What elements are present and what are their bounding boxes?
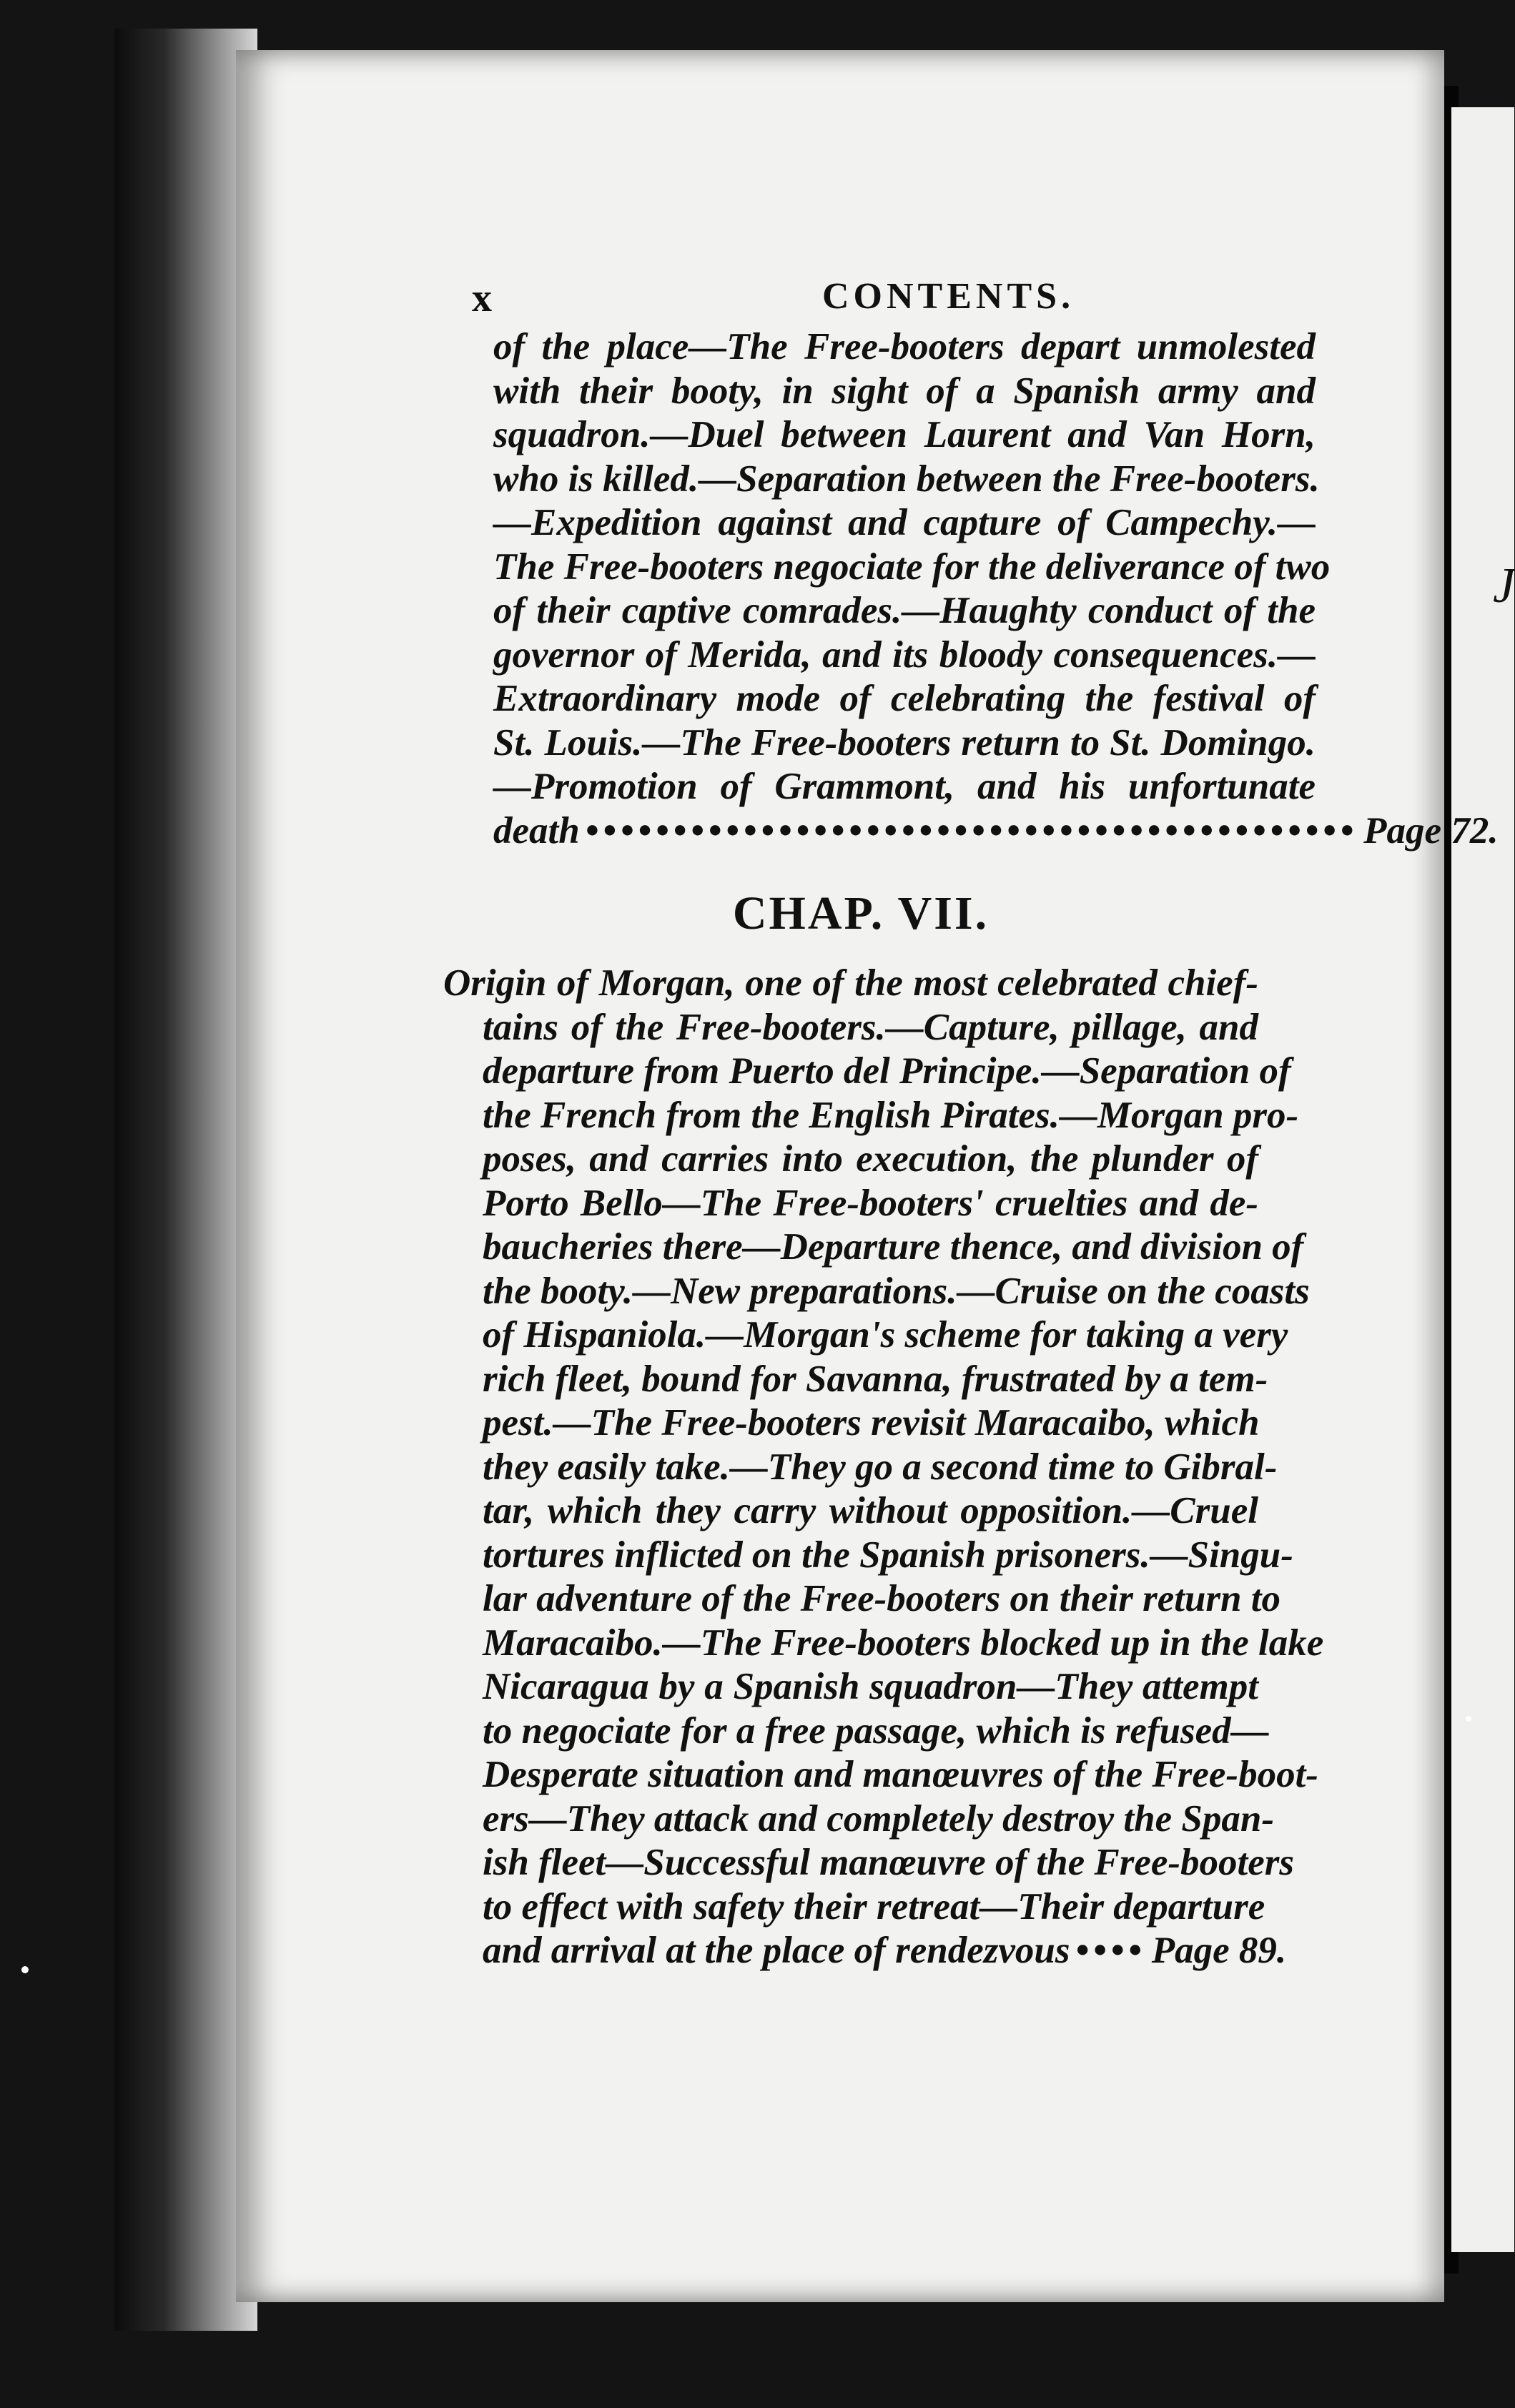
chapter-title: CHAP. VII.	[732, 887, 990, 939]
contents-entry-chapter-7	[443, 962, 1324, 1973]
text-line: tar, which they carry without opposition.—Cruel	[483, 1490, 1258, 1531]
page-reference: Page 72.	[1363, 809, 1499, 852]
toc-page-reference-row	[493, 809, 1499, 854]
page-number: x	[472, 276, 492, 320]
text-line: of Hispaniola.—Morgan's scheme for taking a very	[483, 1314, 1288, 1356]
leader-dots: ••••	[1075, 1930, 1146, 1971]
text-line: and arrival at the place of rendezvous	[483, 1930, 1070, 1971]
running-head: CONTENTS.	[822, 276, 1075, 317]
text-line: tortures inflicted on the Spanish prisoners.—Singu-	[483, 1534, 1293, 1576]
text-line: ish fleet—Successful manœuvre of the Free-booters	[483, 1842, 1295, 1883]
facing-page-edge	[1451, 107, 1514, 2252]
text-line: Desperate situation and manœuvres of the Free-boot-	[483, 1754, 1318, 1795]
page-header	[472, 275, 1330, 325]
text-line: lar adventure of the Free-booters on their return to	[483, 1578, 1281, 1619]
scan-speck	[21, 1966, 29, 1973]
text-line: Maracaibo.—The Free-booters blocked up in the lake	[483, 1622, 1324, 1664]
text-line: baucheries there—Departure thence, and division of	[483, 1226, 1304, 1268]
text-line: The Free-booters negociate for the deliverance of two	[493, 546, 1331, 588]
text-line: Nicaragua by a Spanish squadron—They attempt	[483, 1666, 1258, 1707]
contents-entry-chapter-6	[493, 325, 1499, 853]
text-line: poses, and carries into execution, the plunder of	[483, 1138, 1258, 1180]
chapter-heading	[0, 887, 1514, 941]
facing-page-glyph: J	[1493, 558, 1515, 613]
text-line: of their captive comrades.—Haughty conduct of the	[493, 590, 1316, 631]
text-line: Extraordinary mode of celebrating the festival of	[493, 678, 1316, 719]
leader-dots: ••••••••••••••••••••••••••••••••••••••••••••	[585, 809, 1358, 852]
text-line: squadron.—Duel between Laurent and Van Horn,	[493, 414, 1316, 455]
page-reference: Page 89.	[1151, 1930, 1287, 1971]
text-line: —Expedition against and capture of Campechy.—	[493, 502, 1316, 543]
text-line: St. Louis.—The Free-booters return to St. Domingo.	[493, 721, 1316, 764]
scan-speck	[1466, 1716, 1471, 1722]
text-line: rich fleet, bound for Savanna, frustrated by a tem-	[483, 1358, 1268, 1400]
text-line: ers—They attack and completely destroy the Span-	[483, 1797, 1274, 1840]
toc-page-reference-row	[443, 1929, 1287, 1973]
text-line: governor of Merida, and its bloody consequences.—	[493, 633, 1316, 676]
text-line: with their booty, in sight of a Spanish army and	[493, 370, 1316, 412]
text-line: —Promotion of Grammont, and his unfortunate	[493, 766, 1316, 807]
text-line: who is killed.—Separation between the Free-booters.	[493, 458, 1320, 500]
text-line: to negociate for a free passage, which is refused—	[483, 1709, 1269, 1752]
text-line: Porto Bello—The Free-booters' cruelties and de-	[483, 1182, 1258, 1224]
text-line: they easily take.—They go a second time to Gibral-	[483, 1446, 1278, 1488]
text-line: the booty.—New preparations.—Cruise on the coasts	[483, 1270, 1310, 1312]
text-line: of the place—The Free-booters depart unmolested	[493, 326, 1316, 367]
text-line: the French from the English Pirates.—Morgan pro-	[483, 1094, 1299, 1136]
text-line: departure from Puerto del Principe.—Separation of	[483, 1050, 1291, 1092]
text-line: Origin of Morgan, one of the most celebrated chief-	[443, 962, 1258, 1004]
text-line: to effect with safety their retreat—Their departure	[483, 1885, 1265, 1928]
text-line: death	[493, 809, 580, 852]
text-line: tains of the Free-booters.—Capture, pillage, and	[483, 1006, 1258, 1048]
text-line: pest.—The Free-booters revisit Maracaibo, which	[483, 1402, 1260, 1444]
